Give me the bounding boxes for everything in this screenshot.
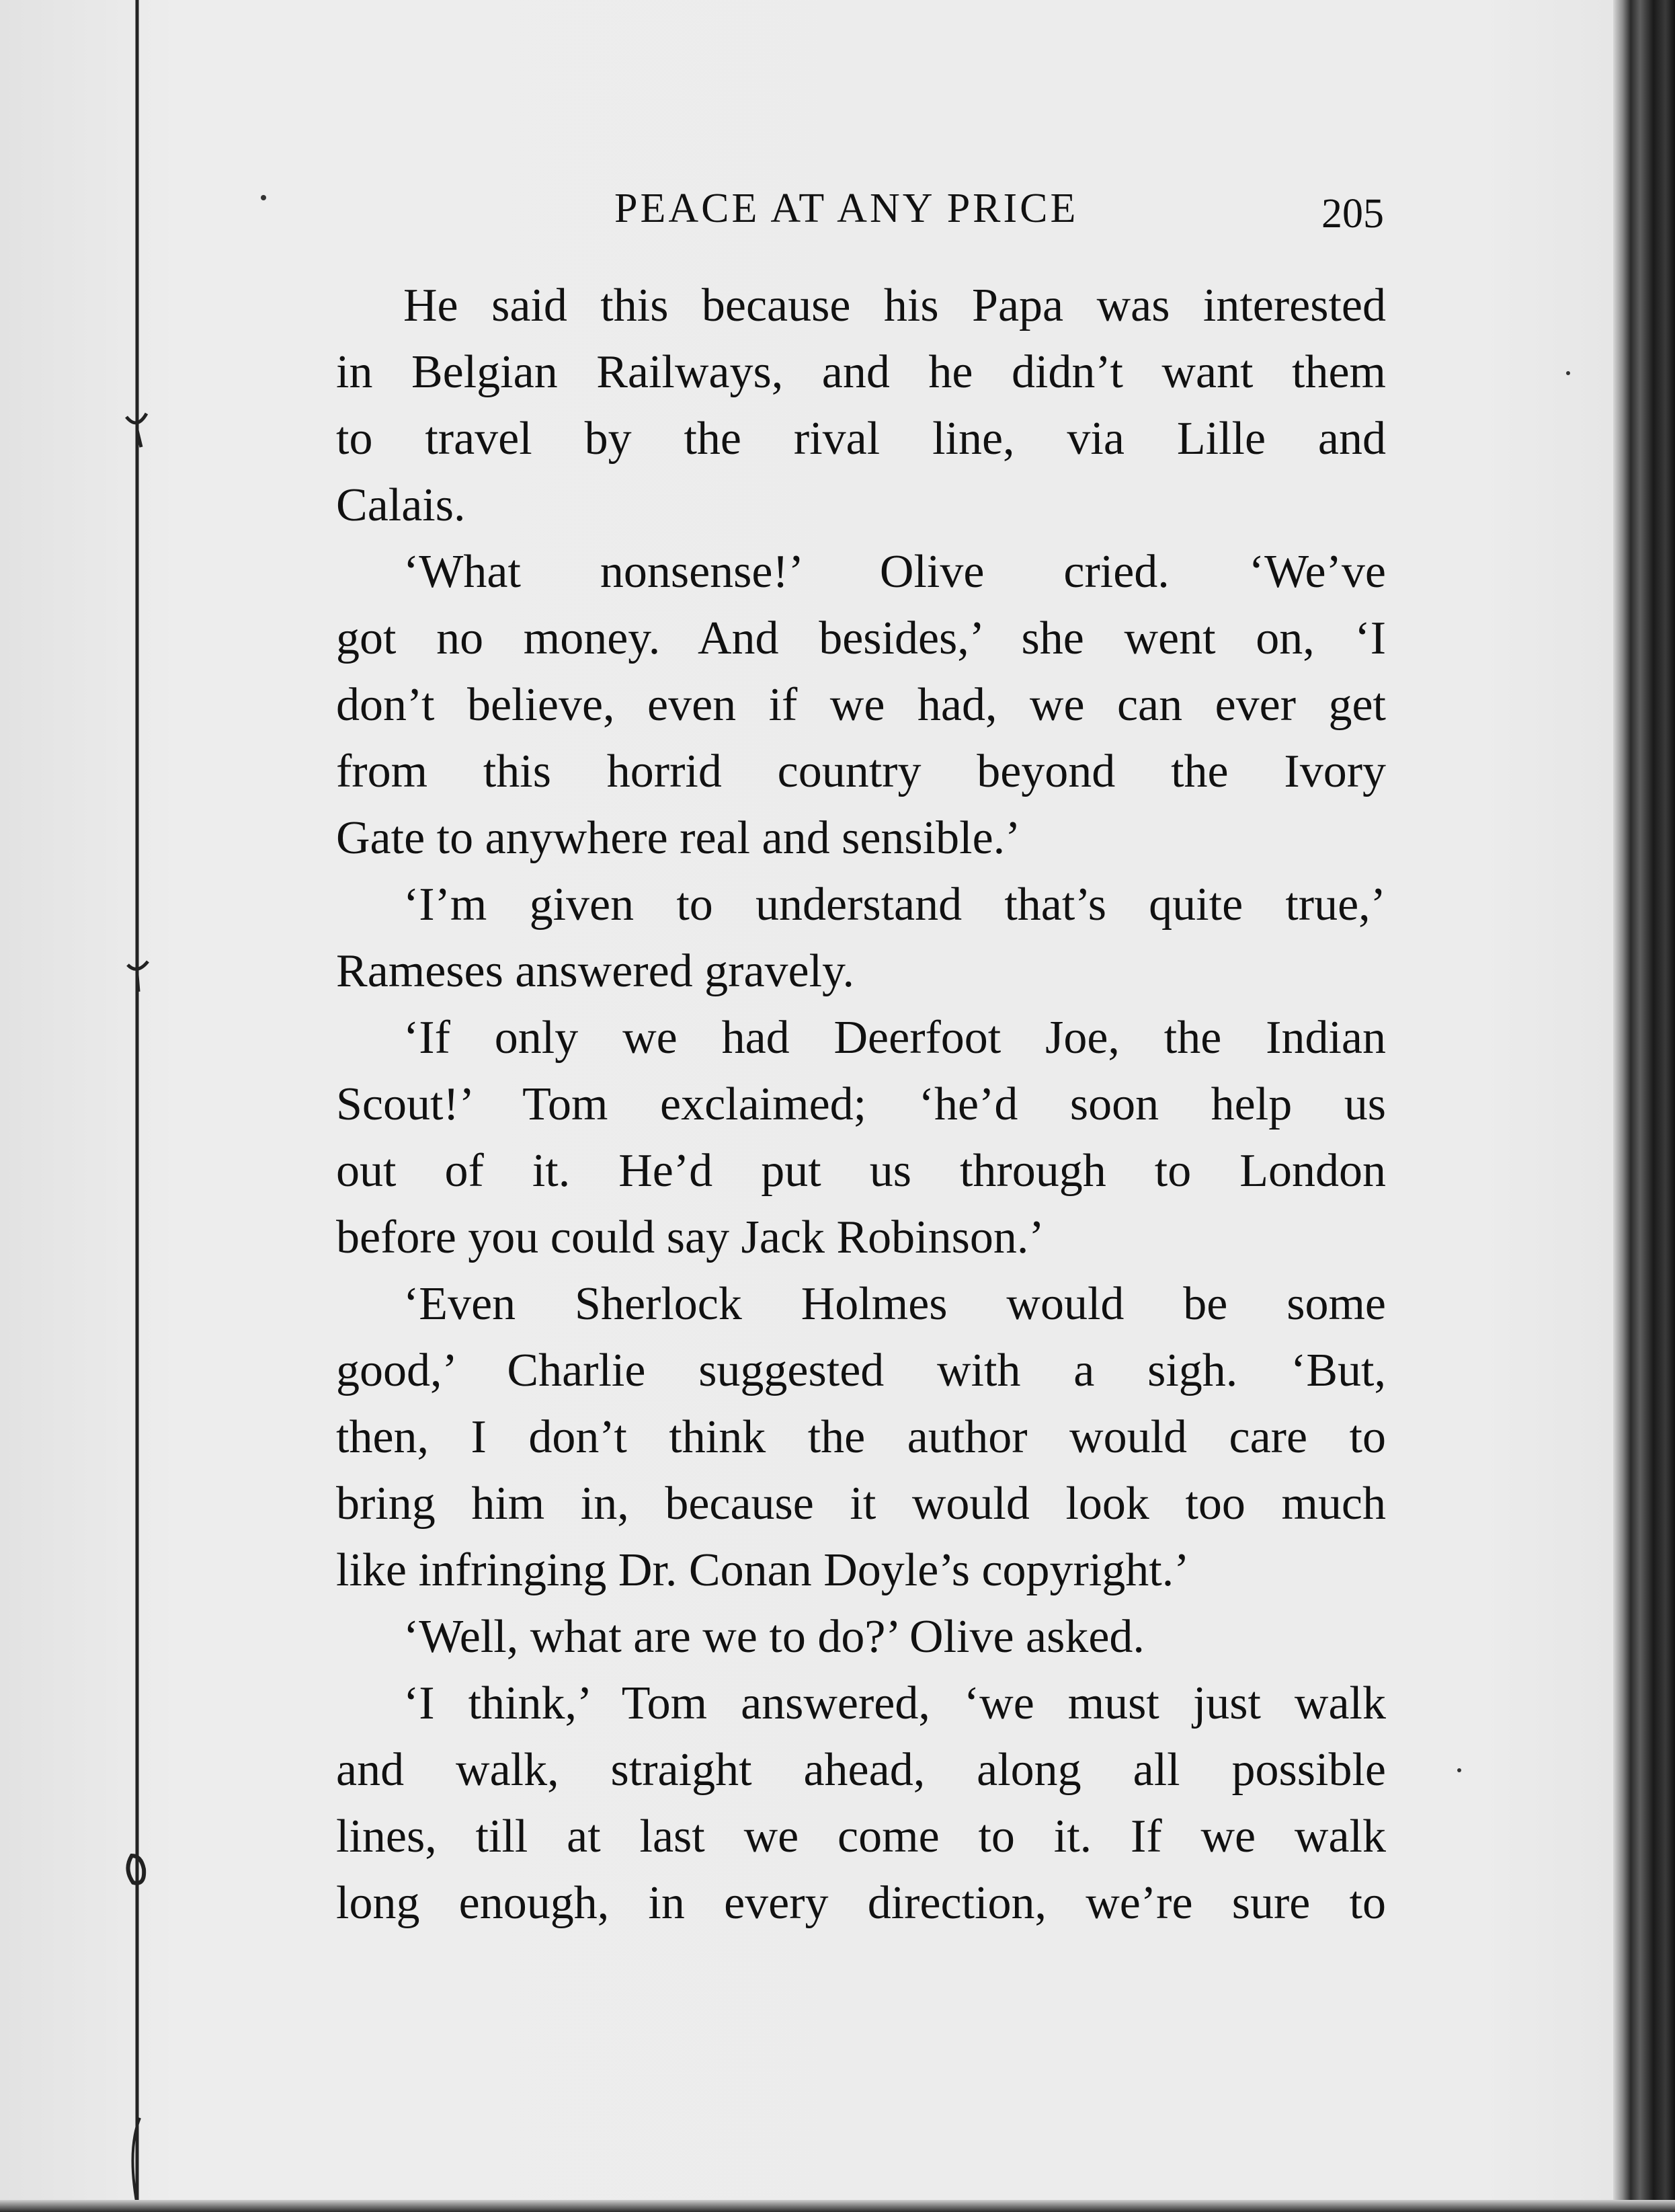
text-line: ‘I’m given to understand that’s quite true,’ [403, 879, 1386, 931]
text-line: don’t believe, even if we had, we can ever get [336, 679, 1386, 731]
text-line: Calais. [336, 479, 466, 531]
text-line: Rameses answered gravely. [336, 945, 854, 997]
text-line: bring him in, because it would look too much [336, 1478, 1386, 1530]
text-line: Gate to anywhere real and sensible.’ [336, 812, 1021, 864]
text-line: got no money. And besides,’ she went on, ‘I [336, 613, 1386, 664]
binding-thread [133, 0, 141, 2212]
ink-speck [1566, 371, 1570, 375]
text-line: and walk, straight ahead, along all possible [336, 1744, 1386, 1796]
ink-speck [1457, 1768, 1461, 1772]
body-text [336, 272, 1386, 1936]
text-line: good,’ Charlie suggested with a sigh. ‘But, [336, 1345, 1386, 1396]
text-line: ‘If only we had Deerfoot Joe, the Indian [403, 1012, 1386, 1064]
text-line: in Belgian Railways, and he didn’t want them [336, 346, 1386, 398]
running-head: PEACE AT ANY PRICE [614, 186, 1079, 231]
text-line: then, I don’t think the author would care to [336, 1411, 1386, 1463]
text-line: from this horrid country beyond the Ivory [336, 746, 1386, 797]
text-line: ‘I think,’ Tom answered, ‘we must just walk [403, 1677, 1386, 1729]
page-number: 205 [1321, 191, 1384, 237]
text-line: ‘Well, what are we to do?’ Olive asked. [403, 1611, 1145, 1663]
text-line: out of it. He’d put us through to London [336, 1145, 1386, 1197]
book-fold-edge [1613, 0, 1675, 2212]
text-line: to travel by the rival line, via Lille and [336, 413, 1386, 465]
text-line: long enough, in every direction, we’re sure to [336, 1877, 1386, 1929]
page-bottom-edge [0, 2200, 1675, 2212]
text-line: before you could say Jack Robinson.’ [336, 1212, 1045, 1263]
page-header [0, 185, 1675, 245]
text-line: lines, till at last we come to it. If we walk [336, 1811, 1386, 1862]
text-line: Scout!’ Tom exclaimed; ‘he’d soon help us [336, 1078, 1386, 1130]
text-line: ‘What nonsense!’ Olive cried. ‘We’ve [403, 546, 1386, 598]
text-line: like infringing Dr. Conan Doyle’s copyright.’ [336, 1544, 1190, 1596]
text-line: ‘Even Sherlock Holmes would be some [403, 1278, 1386, 1330]
text-line: He said this because his Papa was interested [403, 280, 1386, 331]
